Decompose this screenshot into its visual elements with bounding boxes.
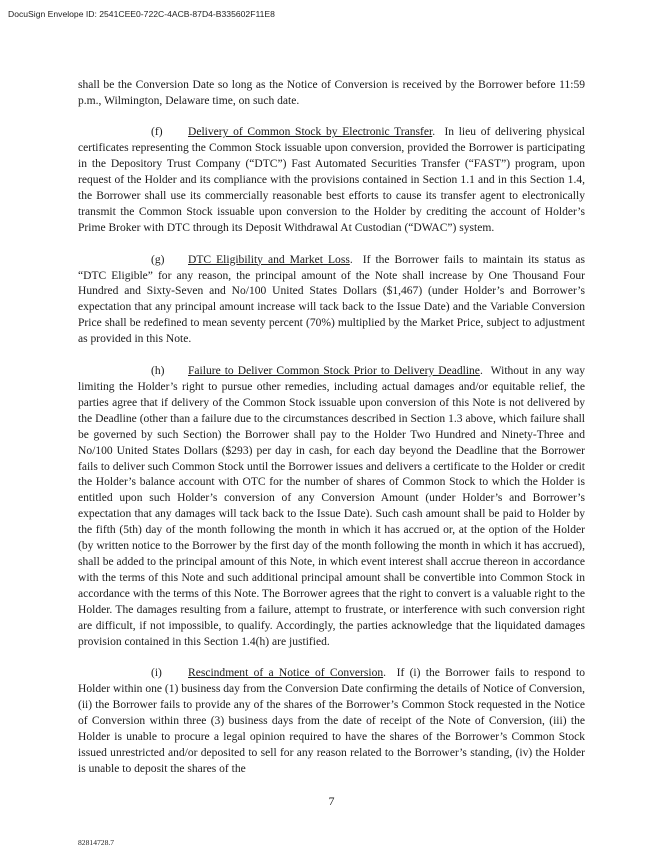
section-h-tag: (h): [151, 364, 165, 377]
section-h-body: Without in any way limiting the Holder’s right to pursue other remedies, including actual damages and/or equitable relief, the parties agree that if delivery of the Common Stock issuable upon conversion of this Note is not delivered by the Deadline (other than a failure due to the circumstances described in Section 1.3 above, which failure shall be governed by such Section) the Borrower shall pay to the Holder Two Hundred and Ninety-Three and No/100 United States Dollars ($293) per day in cash, for each day beyond the Deadline that the Borrower fails to deliver such Common Stock until the Borrower issues and delivers a certificate to the Holder or credit the Holder’s balance account with OTC for the number of shares of Common Stock to which the Holder is entitled upon such Holder’s conversion of any Conversion Amount (under Holder’s and Borrower’s expectation that any damages will tack back to the Issue Date). Such cash amount shall be paid to Holder by the fifth (5th) day of the month following the month in which it has accrued or, at the option of the Holder (by written notice to the Borrower by the first day of the month following the month in which it has accrued), shall be added to the principal amount of this Note, in which event interest shall accrue thereon in accordance with the terms of this Note and such additional principal amount shall be convertible into Common Stock in accordance with the terms of this Note. The Borrower agrees that the right to convert is a valuable right to the Holder. The damages resulting from a failure, attempt to frustrate, or interference with such conversion right are difficult, if not impossible, to qualify. Accordingly, the parties acknowledge that the liquidated damages provision contained in this Section 1.4(h) are justified.: [78, 364, 586, 648]
intro-paragraph: shall be the Conversion Date so long as the Notice of Conversion is received by the Borrower before 11:59 p.m., Wilmington, Delaware time, on such date.: [78, 79, 585, 107]
section-f-heading: Delivery of Common Stock by Electronic Transfer: [188, 126, 433, 139]
section-g-paragraph: (g) DTC Eligibility and Market Loss. If the Borrower fails to maintain its status as “DTC Eligible” for any reason, the principal amount of the Note shall increase by One Thousand Four Hundred and Sixty-Seven and No/100 United States Dollars ($1,467) (under Holder’s and Borrower’s expectation that any principal amount increase will tack back to the Issue Date) and the Variable Conversion Price shall be redefined to mean seventy percent (70%) multiplied by the Market Price, subject to adjustment as provided in this Note.: [78, 253, 585, 346]
section-g-body: If the Borrower fails to maintain its status as “DTC Eligible” for any reason, the principal amount of the Note shall increase by One Thousand Four Hundred and Sixty-Seven and No/100 United States Dollars ($1,467) (under Holder’s and Borrower’s expectation that any principal amount increase will tack back to the Issue Date) and the Variable Conversion Price shall be redefined to mean seventy percent (70%) multiplied by the Market Price, subject to adjustment as provided in this Note.: [78, 253, 585, 346]
page-number: 7: [328, 794, 335, 808]
section-h-paragraph: (h) Failure to Deliver Common Stock Prior to Delivery Deadline. Without in any way limiting the Holder’s right to pursue other remedies, including actual damages and/or equitable relief, the parties agree that if delivery of the Common Stock issuable upon conversion of this Note is not delivered by the Deadline (other than a failure due to the circumstances described in Section 1.3 above, which failure shall be governed by such Section) the Borrower shall pay to the Holder Two Hundred and Ninety-Three and No/100 United States Dollars ($293) per day in cash, for each day beyond the Deadline that the Borrower fails to deliver such Common Stock until the Borrower issues and delivers a certificate to the Holder or credit the Holder’s balance account with OTC for the number of shares of Common Stock to which the Holder is entitled upon such Holder’s conversion of any Conversion Amount (under Holder’s and Borrower’s expectation that any damages will tack back to the Issue Date). Such cash amount shall be paid to Holder by the fifth (5th) day of the month following the month in which it has accrued or, at the option of the Holder (by written notice to the Borrower by the first day of the month following the month in which it has accrued), shall be added to the principal amount of this Note, in which event interest shall accrue thereon in accordance with the terms of this Note and such additional principal amount shall be convertible into Common Stock in accordance with the terms of this Note. The Borrower agrees that the right to convert is a valuable right to the Holder. The damages resulting from a failure, attempt to frustrate, or interference with such conversion right are difficult, if not impossible, to qualify. Accordingly, the parties acknowledge that the liquidated damages provision contained in this Section 1.4(h) are justified.: [78, 364, 586, 648]
document-body: [78, 78, 585, 794]
section-i-tag: (i): [151, 667, 162, 680]
section-i-paragraph: (i) Rescindment of a Notice of Conversion. If (i) the Borrower fails to respond to Holder within one (1) business day from the Conversion Date confirming the details of Notice of Conversion, (ii) the Borrower fails to provide any of the shares of the Borrower’s Common Stock requested in the Notice of Conversion within three (3) business days from the date of receipt of the Note of Conversion, (iii) the Holder is unable to procure a legal opinion required to have the shares of the Borrower’s Common Stock issued unrestricted and/or deposited to sell for any reason related to the Borrower’s standing, (iv) the Holder is unable to deposit the shares of the: [78, 667, 585, 776]
section-i-heading: Rescindment of a Notice of Conversion: [188, 667, 384, 680]
docusign-envelope-id: DocuSign Envelope ID: 2541CEE0-722C-4ACB-87D4-B335602F11E8: [8, 9, 275, 19]
document-id: 82814728.7: [78, 838, 115, 847]
section-g-heading: DTC Eligibility and Market Loss: [188, 253, 350, 266]
section-g-tag: (g): [151, 253, 165, 266]
section-i-body: If (i) the Borrower fails to respond to Holder within one (1) business day from the Conversion Date confirming the details of Notice of Conversion, (ii) the Borrower fails to provide any of the shares of the Borrower’s Common Stock requested in the Notice of Conversion within three (3) business days from the date of receipt of the Note of Conversion, (iii) the Holder is unable to procure a legal opinion required to have the shares of the Borrower’s Common Stock issued unrestricted and/or deposited to sell for any reason related to the Borrower’s standing, (iv) the Holder is unable to deposit the shares of the: [78, 667, 585, 776]
section-f-paragraph: (f) Delivery of Common Stock by Electronic Transfer. In lieu of delivering physical certificates representing the Common Stock issuable upon conversion, provided the Borrower is participating in the Depository Trust Company (“DTC”) Fast Automated Securities Transfer (“FAST”) program, upon request of the Holder and its compliance with the provisions contained in Section 1.1 and in this Section 1.4, the Borrower shall use its commercially reasonable best efforts to cause its transfer agent to electronically transmit the Common Stock issuable upon conversion to the Holder by crediting the account of Holder’s Prime Broker with DTC through its Deposit Withdrawal At Custodian (“DWAC”) system.: [78, 126, 585, 235]
section-f-body: In lieu of delivering physical certificates representing the Common Stock issuable upon conversion, provided the Borrower is participating in the Depository Trust Company (“DTC”) Fast Automated Securities Transfer (“FAST”) program, upon request of the Holder and its compliance with the provisions contained in Section 1.1 and in this Section 1.4, the Borrower shall use its commercially reasonable best efforts to cause its transfer agent to electronically transmit the Common Stock issuable upon conversion to the Holder by crediting the account of Holder’s Prime Broker with DTC through its Deposit Withdrawal At Custodian (“DWAC”) system.: [78, 126, 585, 235]
section-h-heading: Failure to Deliver Common Stock Prior to Delivery Deadline: [188, 364, 480, 377]
section-f-tag: (f): [151, 126, 163, 139]
